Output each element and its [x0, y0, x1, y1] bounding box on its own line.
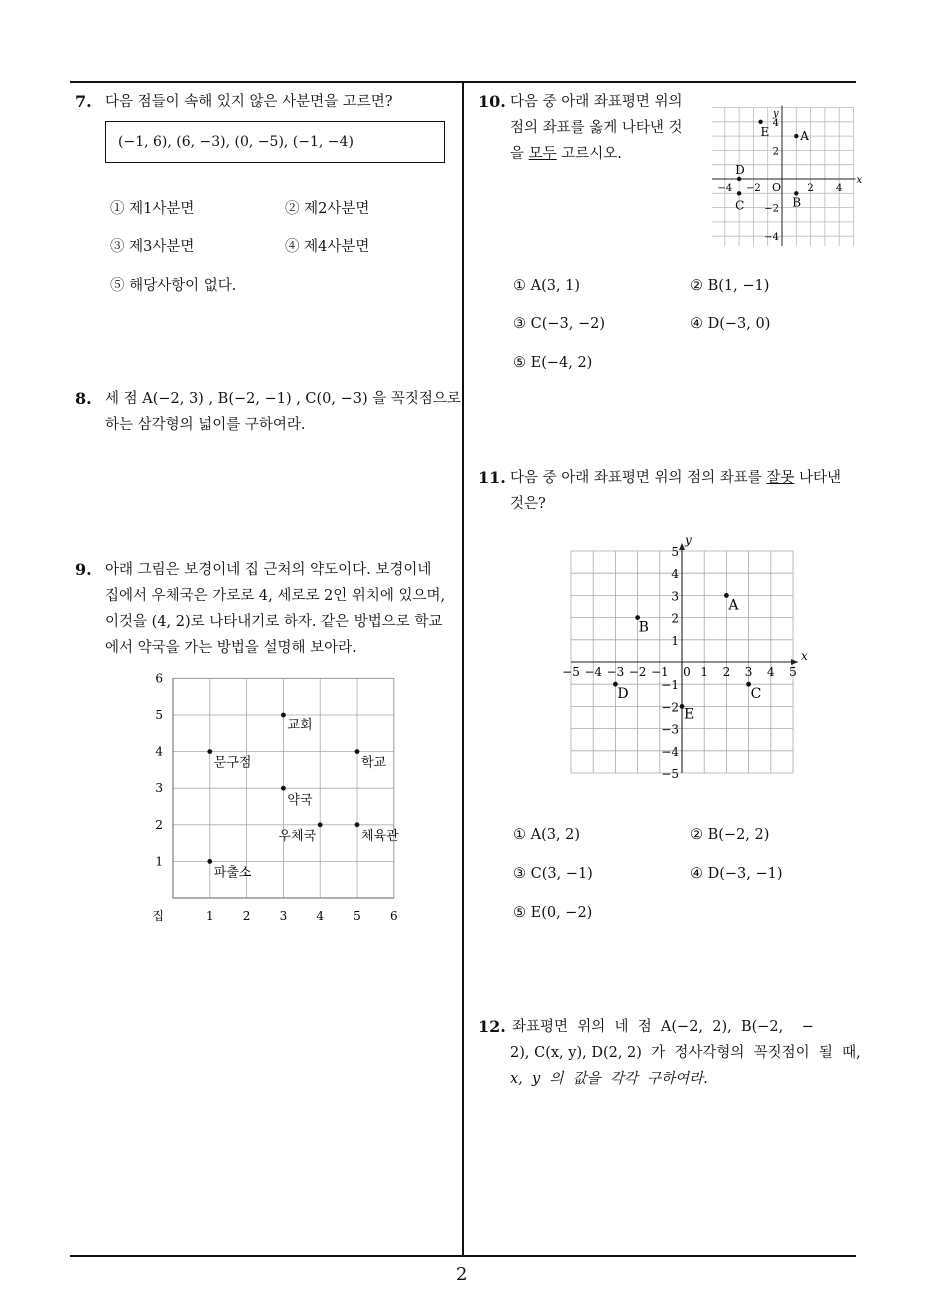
- y-tick-label: 1: [671, 633, 679, 648]
- point-label: B: [792, 195, 802, 210]
- y-tick-label: −5: [661, 767, 679, 780]
- question-number: 7.: [75, 92, 92, 111]
- x-tick-label: −1: [650, 665, 669, 679]
- option-5[interactable]: ⑤ E(−4, 2): [513, 355, 593, 371]
- place-label: 문구점: [213, 755, 252, 771]
- y-tick-label: −2: [661, 700, 679, 715]
- page-number: 2: [456, 1264, 468, 1285]
- point-marker: [758, 120, 762, 124]
- coordinate-plane-large: [555, 530, 815, 780]
- y-tick-label: −1: [661, 678, 679, 693]
- y-tick-label: 2: [155, 817, 163, 832]
- point-label: D: [735, 163, 745, 177]
- option-2[interactable]: ② B(1, −1): [690, 278, 770, 294]
- option-4[interactable]: ④ 제4사분면: [285, 239, 370, 255]
- y-tick-label: 6: [155, 671, 163, 686]
- x-tick-label: 1: [205, 909, 214, 923]
- underlined-word: 모두: [528, 146, 557, 162]
- question-10: [478, 89, 708, 169]
- point-marker: [737, 177, 741, 181]
- text-segment: 고르시오.: [556, 146, 622, 162]
- x-tick-label: 5: [789, 665, 797, 679]
- question-text-line: 에서 약국을 가는 방법을 설명해 보아라.: [105, 640, 357, 656]
- option-3[interactable]: ③ C(3, −1): [513, 866, 593, 882]
- question-number: 9.: [75, 560, 92, 579]
- question-text: 다음 점들이 속해 있지 않은 사분면을 고르면?: [105, 94, 393, 110]
- text-segment: 나타낸: [794, 470, 842, 486]
- option-1[interactable]: ① A(3, 2): [513, 827, 581, 843]
- option-3[interactable]: ③ C(−3, −2): [513, 316, 605, 332]
- question-text-line: 좌표평면 위의 네 점 A(−2, 2), B(−2, −: [512, 1019, 814, 1035]
- point-marker: [794, 134, 798, 138]
- x-tick-label: 2: [807, 183, 814, 194]
- question-text-line: 세 점 A(−2, 3) , B(−2, −1) , C(0, −3) 을 꼭짓점으로: [105, 391, 461, 407]
- y-tick-label: 2: [772, 146, 779, 158]
- question-8: [75, 386, 460, 442]
- option-2[interactable]: ② 제2사분면: [285, 201, 370, 217]
- question-12: [478, 1014, 861, 1096]
- y-tick-label: −2: [764, 203, 779, 215]
- question-text-line: [510, 465, 841, 491]
- question-number: 12.: [478, 1017, 506, 1036]
- y-tick-label: −4: [764, 232, 779, 244]
- question-text-line: 것은?: [510, 496, 546, 512]
- question-11: [478, 465, 858, 521]
- option-4[interactable]: ④ D(−3, −1): [690, 866, 783, 882]
- point-label: E: [684, 706, 695, 723]
- point-label: A: [728, 597, 739, 614]
- x-tick-label: 2: [242, 909, 251, 923]
- coordinate-plane-small: [712, 96, 862, 246]
- x-tick-label: 3: [744, 665, 753, 679]
- point-list-box: (−1, 6), (6, −3), (0, −5), (−1, −4): [105, 121, 445, 163]
- point-marker: [737, 191, 741, 195]
- question-number: 8.: [75, 389, 92, 408]
- y-tick-label: −4: [661, 744, 679, 759]
- text-segment: 다음 중 아래 좌표평면 위의 점의 좌표를: [510, 470, 767, 486]
- origin-label: O: [772, 181, 782, 194]
- question-text-line: 2), C(x, y), D(2, 2) 가 정사각형의 꼭짓점이 될 때,: [510, 1045, 861, 1061]
- question-text-line: 점의 좌표를 옳게 나타낸 것: [510, 120, 683, 136]
- text-segment: 을: [510, 146, 529, 162]
- option-1[interactable]: ① 제1사분면: [110, 201, 195, 217]
- x-tick-label: 4: [316, 909, 325, 923]
- place-label: 학교: [361, 755, 387, 771]
- question-text-line: [510, 141, 622, 167]
- point-label: B: [638, 619, 649, 636]
- y-tick-label: 4: [155, 744, 163, 759]
- y-tick-label: 3: [671, 589, 679, 604]
- place-label: 체육관: [361, 828, 399, 844]
- y-tick-label: 5: [155, 708, 163, 722]
- place-point: [207, 749, 212, 754]
- question-text-line: 집에서 우체국은 가로로 4, 세로로 2인 위치에 있으며,: [105, 588, 446, 604]
- x-tick-label: −2: [746, 183, 761, 194]
- x-tick-label: 4: [766, 665, 775, 679]
- option-5[interactable]: ⑤ E(0, −2): [513, 905, 593, 921]
- y-tick-label: 3: [155, 781, 163, 796]
- x-tick-label: 4: [836, 183, 843, 194]
- y-tick-label: 4: [671, 567, 679, 582]
- question-text-line: 이것을 (4, 2)로 나타내기로 하자. 같은 방법으로 학교: [105, 614, 443, 630]
- x-axis-label: x: [801, 649, 808, 663]
- question-text-line: 하는 삼각형의 넓이를 구하여라.: [105, 417, 306, 433]
- question-text-line: 아래 그림은 보경이네 집 근처의 약도이다. 보경이네: [105, 562, 432, 578]
- x-tick-label: −5: [562, 665, 580, 679]
- place-label: 약국: [287, 793, 313, 809]
- question-number: 10.: [478, 92, 506, 111]
- question-number: 11.: [478, 468, 506, 487]
- y-tick-label: −3: [661, 722, 679, 737]
- question-text-line: x, y 의 값을 각각 구하여라.: [510, 1071, 708, 1087]
- question-9: [75, 557, 460, 667]
- place-point: [355, 749, 360, 754]
- option-4[interactable]: ④ D(−3, 0): [690, 316, 771, 332]
- option-5[interactable]: ⑤ 해당사항이 없다.: [110, 278, 237, 294]
- neighborhood-map-grid: [150, 668, 410, 924]
- option-1[interactable]: ① A(3, 1): [513, 278, 581, 294]
- y-tick-label: 4: [772, 117, 779, 129]
- place-point: [318, 822, 323, 827]
- point-label: C: [735, 198, 745, 213]
- x-tick-label: −4: [717, 183, 733, 194]
- column-divider: [462, 82, 464, 1256]
- option-2[interactable]: ② B(−2, 2): [690, 827, 770, 843]
- point-label: D: [617, 686, 629, 703]
- origin-label: 집: [152, 909, 164, 923]
- point-label: A: [800, 129, 809, 144]
- place-label: 파출소: [213, 865, 252, 881]
- place-point: [355, 822, 360, 827]
- x-tick-label: 1: [700, 665, 709, 679]
- underlined-word: 잘못: [766, 470, 795, 486]
- place-label: 우체국: [278, 828, 317, 844]
- y-axis-label: y: [685, 533, 692, 547]
- x-tick-label: 3: [279, 909, 288, 923]
- x-tick-label: −2: [628, 665, 647, 679]
- y-tick-label: 5: [671, 545, 679, 559]
- place-point: [207, 859, 212, 864]
- y-tick-label: 1: [155, 854, 163, 869]
- x-tick-label: 0: [683, 665, 691, 679]
- point-label: C: [750, 686, 762, 703]
- x-axis-label: x: [856, 175, 862, 186]
- y-axis-label: y: [773, 108, 779, 120]
- x-tick-label: −4: [584, 665, 603, 679]
- place-point: [281, 786, 286, 791]
- x-tick-label: 2: [722, 665, 731, 679]
- option-3[interactable]: ③ 제3사분면: [110, 239, 195, 255]
- place-point: [281, 713, 286, 718]
- x-tick-label: 5: [353, 909, 361, 923]
- x-tick-label: 6: [389, 909, 398, 923]
- question-text-line: 다음 중 아래 좌표평면 위의: [510, 94, 683, 110]
- place-label: 교회: [287, 718, 313, 733]
- y-tick-label: 2: [671, 611, 679, 626]
- point-label: E: [760, 124, 770, 139]
- x-tick-label: −3: [606, 665, 625, 679]
